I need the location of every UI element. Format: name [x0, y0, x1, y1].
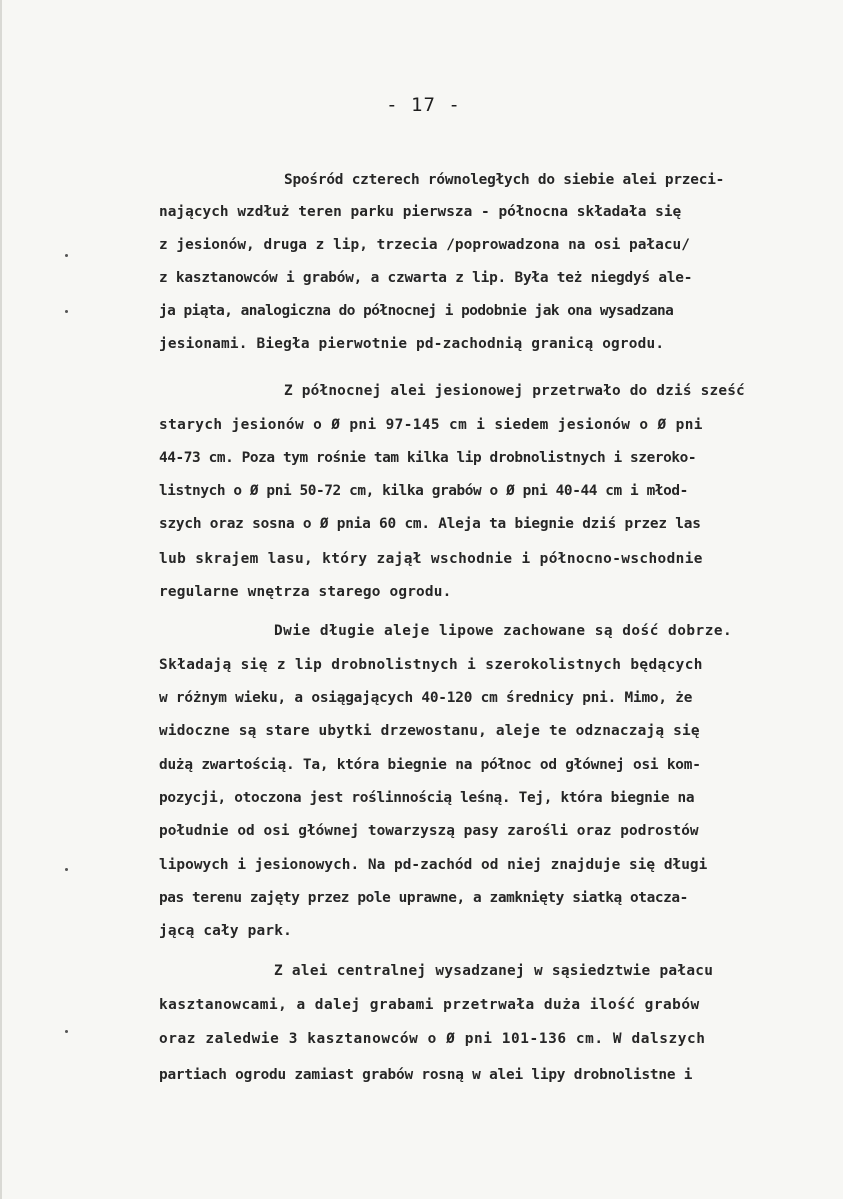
- text-line: oraz zaledwie 3 kasztanowców o Ø pni 101-136 cm. W dalszych: [159, 1031, 706, 1047]
- text-line: pas terenu zajęty przez pole uprawne, a zamknięty siatką otacza-: [159, 890, 688, 906]
- text-line: jącą cały park.: [159, 923, 292, 939]
- text-line: jesionami. Biegła pierwotnie pd-zachodnią granicą ogrodu.: [159, 336, 665, 352]
- text-line: w różnym wieku, a osiągających 40-120 cm średnicy pni. Mimo, że: [159, 690, 693, 706]
- text-line: południe od osi głównej towarzyszą pasy zarośli oraz podrostów: [159, 823, 699, 839]
- text-line: 44-73 cm. Poza tym rośnie tam kilka lip drobnolistnych i szeroko-: [159, 450, 697, 466]
- page-number: - 17 -: [386, 94, 461, 116]
- text-line: lipowych i jesionowych. Na pd-zachód od niej znajduje się długi: [159, 857, 708, 873]
- text-line: Spośród czterech równoległych do siebie alei przeci-: [284, 172, 725, 188]
- text-line: z jesionów, druga z lip, trzecia /poprowadzona na osi pałacu/: [159, 237, 690, 253]
- text-line: Dwie długie aleje lipowe zachowane są dość dobrze.: [274, 623, 733, 639]
- scan-speck: [65, 868, 68, 871]
- text-line: szych oraz sosna o Ø pnia 60 cm. Aleja ta biegnie dziś przez las: [159, 516, 701, 532]
- scan-speck: [65, 254, 68, 257]
- text-line: Z północnej alei jesionowej przetrwało do dziś sześć: [284, 383, 745, 399]
- text-line: widoczne są stare ubytki drzewostanu, aleje te odznaczają się: [159, 723, 700, 739]
- scan-speck: [65, 1030, 68, 1033]
- text-line: kasztanowcami, a dalej grabami przetrwała duża ilość grabów: [159, 997, 700, 1013]
- text-line: regularne wnętrza starego ogrodu.: [159, 584, 452, 600]
- text-line: z kasztanowców i grabów, a czwarta z lip. Była też niegdyś ale-: [159, 270, 693, 286]
- text-line: ja piąta, analogiczna do północnej i podobnie jak ona wysadzana: [159, 303, 674, 319]
- text-line: pozycji, otoczona jest roślinnością leśną. Tej, która biegnie na: [159, 790, 695, 806]
- text-line: Składają się z lip drobnolistnych i szerokolistnych będących: [159, 657, 703, 673]
- text-line: listnych o Ø pni 50-72 cm, kilka grabów o Ø pni 40-44 cm i młod-: [159, 483, 688, 499]
- text-line: partiach ogrodu zamiast grabów rosną w alei lipy drobnolistne i: [159, 1067, 693, 1083]
- text-line: Z alei centralnej wysadzanej w sąsiedztwie pałacu: [274, 963, 714, 979]
- text-line: starych jesionów o Ø pni 97-145 cm i siedem jesionów o Ø pni: [159, 417, 703, 433]
- scan-speck: [65, 310, 68, 313]
- text-line: lub skrajem lasu, który zajął wschodnie i północno-wschodnie: [159, 551, 703, 567]
- text-line: dużą zwartością. Ta, która biegnie na północ od głównej osi kom-: [159, 757, 701, 773]
- text-line: nających wzdłuż teren parku pierwsza - północna składała się: [159, 204, 682, 220]
